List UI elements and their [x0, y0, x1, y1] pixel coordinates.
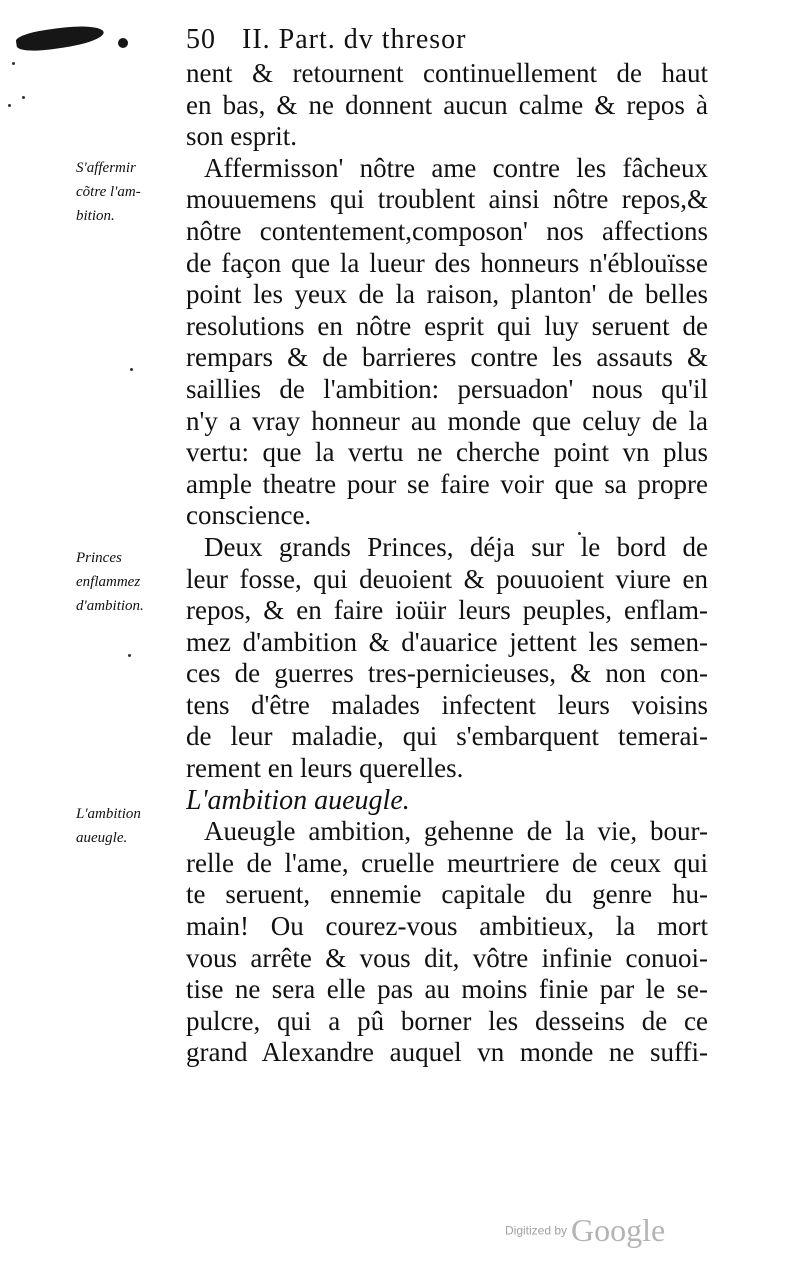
- margin-note: [76, 546, 186, 618]
- text-line: de façon que la lueur des honneurs n'éblouïsse: [186, 247, 708, 278]
- running-header: [186, 24, 706, 58]
- ink-blot: [15, 22, 105, 54]
- text-line: rempars & de barrieres contre les assauts &: [186, 342, 708, 373]
- text-line: vous arrête & vous dit, vôtre infinie conuoi-: [186, 942, 708, 973]
- text-line: en bas, & ne donnent aucun calme & repos à: [186, 89, 708, 120]
- text-line: son esprit.: [186, 121, 297, 152]
- text-line: resolutions en nôtre esprit qui luy seruent de: [186, 310, 708, 341]
- text-line: saillies de l'ambition: persuadon' nous qu'il: [186, 373, 708, 404]
- text-line: te seruent, ennemie capitale du genre hu-: [186, 879, 708, 910]
- margin-note-line: Princes: [76, 550, 122, 566]
- section-title: L'ambition aueugle.: [186, 784, 410, 816]
- text-line: Deux grands Princes, déja sur le bord de: [204, 531, 708, 562]
- text-line: nent & retournent continuellement de haut: [186, 58, 708, 88]
- text-line: mouuemens qui troublent ainsi nôtre repos,&: [186, 184, 708, 215]
- margin-note-line: d'ambition.: [76, 598, 144, 614]
- margin-note-line: aueugle.: [76, 830, 128, 846]
- text-line: de leur maladie, qui s'embarquent temerai-: [186, 721, 708, 752]
- text-line: nôtre contentement,composon' nos affections: [186, 215, 708, 246]
- text-line: point les yeux de la raison, planton' de belles: [186, 279, 708, 310]
- watermark-brand: Google: [571, 1212, 666, 1248]
- paper-speck: [22, 96, 25, 99]
- digitized-watermark: [505, 1212, 665, 1252]
- text-line: n'y a vray honneur au monde que celuy de la: [186, 405, 708, 436]
- margin-note: [76, 156, 186, 228]
- paper-speck: [128, 654, 131, 657]
- text-line: relle de l'ame, cruelle meurtriere de ceux qui: [186, 847, 708, 878]
- text-line: main! Ou courez-vous ambitieux, la mort: [186, 911, 708, 942]
- margin-note-line: cõtre l'am-: [76, 184, 141, 200]
- text-line: ces de guerres tres-pernicieuses, & non con-: [186, 658, 708, 689]
- paper-speck: [12, 62, 15, 65]
- text-line: grand Alexandre auquel vn monde ne suffi-: [186, 1037, 708, 1068]
- main-text: [186, 58, 708, 1069]
- text-line: ample theatre pour se faire voir que sa propre: [186, 468, 708, 499]
- text-line: conscience.: [186, 500, 312, 531]
- margin-note-line: bition.: [76, 208, 115, 224]
- text-line: leur fosse, qui deuoient & pouuoient viure en: [186, 563, 708, 594]
- text-line: Aueugle ambition, gehenne de la vie, bour-: [204, 816, 708, 847]
- text-line: rement en leurs querelles.: [186, 753, 464, 784]
- text-line: vertu: que la vertu ne cherche point vn plus: [186, 437, 708, 468]
- ink-dot: [118, 38, 128, 48]
- margin-note-line: enflammez: [76, 574, 141, 590]
- text-line: tens d'être malades infectent leurs voisins: [186, 689, 708, 720]
- margin-note-line: S'affermir: [76, 160, 136, 176]
- text-line: pulcre, qui a pû borner les desseins de ce: [186, 1005, 708, 1036]
- watermark-prefix: Digitized by: [505, 1223, 568, 1238]
- page-number: 50: [186, 24, 216, 55]
- text-line: tise ne sera elle pas au moins finie par le se-: [186, 974, 708, 1005]
- text-line: mez d'ambition & d'auarice jettent les semen-: [186, 626, 708, 657]
- text-line: repos, & en faire ioüir leurs peuples, enflam-: [186, 595, 708, 626]
- running-title: II. Part. dv thresor: [242, 24, 467, 55]
- paper-speck: [8, 104, 11, 107]
- text-line: Affermisson' nôtre ame contre les fâcheux: [204, 152, 708, 183]
- margin-note-line: L'ambition: [76, 806, 141, 822]
- margin-note: [76, 802, 186, 850]
- paper-speck: [130, 368, 133, 371]
